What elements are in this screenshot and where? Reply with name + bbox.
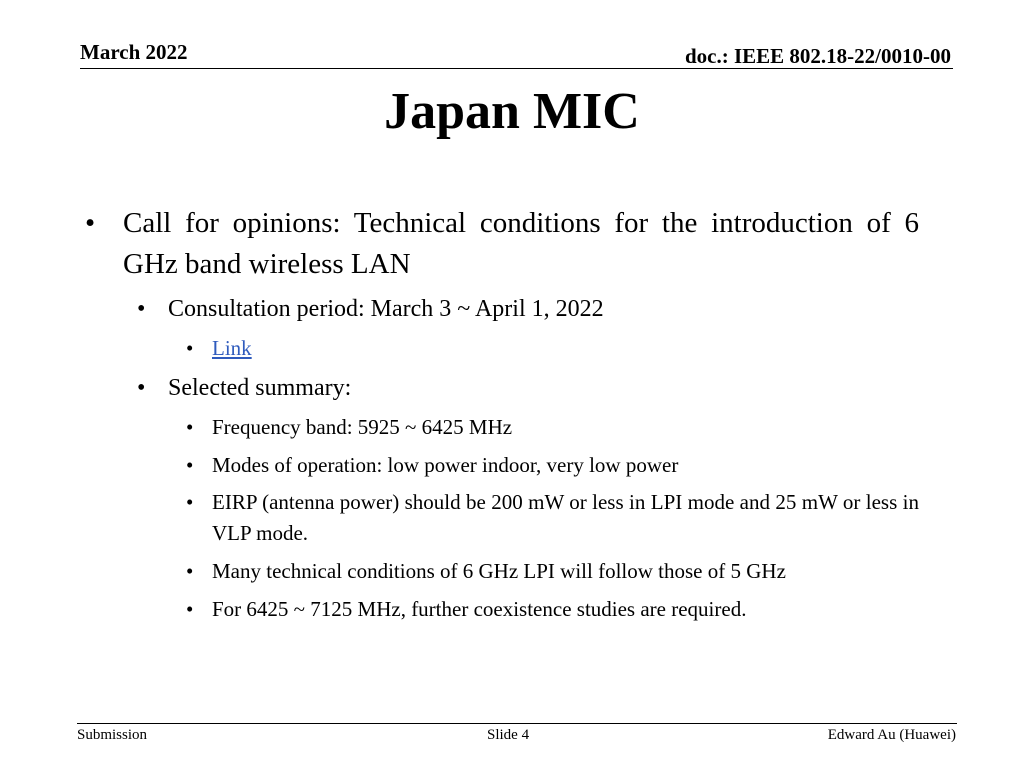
bullet-dot-icon: • xyxy=(186,415,194,439)
summary-item xyxy=(186,487,919,549)
bullet-link xyxy=(186,333,252,364)
summary-item-text: Modes of operation: low power indoor, very low power xyxy=(212,453,679,477)
summary-item xyxy=(186,450,679,481)
footer-author: Edward Au (Huawei) xyxy=(827,727,956,743)
summary-item-text: For 6425 ~ 7125 MHz, further coexistence studies are required. xyxy=(212,597,747,621)
summary-item xyxy=(186,556,786,587)
footer-submission: Submission xyxy=(77,727,148,743)
slide-title: Japan MIC xyxy=(384,83,640,140)
bullet-dot-icon: • xyxy=(186,559,194,583)
bullet-text: Consultation period: March 3 ~ April 1, 2022 xyxy=(168,296,604,322)
bullet-text: Selected summary: xyxy=(168,375,352,401)
consultation-link[interactable]: Link xyxy=(212,336,252,360)
bullet-text: Call for opinions: Technical conditions for the introduction of 6 GHz band wireless LAN xyxy=(123,207,919,280)
footer-divider xyxy=(77,723,957,724)
footer-slide-number: Slide 4 xyxy=(487,727,530,743)
summary-item xyxy=(186,594,747,625)
bullet-selected-summary xyxy=(137,373,352,403)
summary-item-text: EIRP (antenna power) should be 200 mW or less in LPI mode and 25 mW or less in VLP mode. xyxy=(212,490,919,545)
header-doc-id: doc.: IEEE 802.18-22/0010-00 xyxy=(684,44,951,68)
summary-item-text: Frequency band: 5925 ~ 6425 MHz xyxy=(212,415,513,439)
header-divider xyxy=(80,68,953,69)
bullet-dot-icon: • xyxy=(85,207,96,239)
summary-item-text: Many technical conditions of 6 GHz LPI will follow those of 5 GHz xyxy=(212,559,786,583)
bullet-dot-icon: • xyxy=(137,375,146,401)
bullet-dot-icon: • xyxy=(186,597,194,621)
header-date: March 2022 xyxy=(80,40,188,64)
bullet-dot-icon: • xyxy=(186,453,194,477)
bullet-dot-icon: • xyxy=(137,296,146,322)
bullet-dot-icon: • xyxy=(186,490,194,514)
bullet-dot-icon: • xyxy=(186,336,194,360)
bullet-consultation-period xyxy=(137,294,604,324)
bullet-call-for-opinions xyxy=(85,203,919,285)
summary-item xyxy=(186,412,513,443)
